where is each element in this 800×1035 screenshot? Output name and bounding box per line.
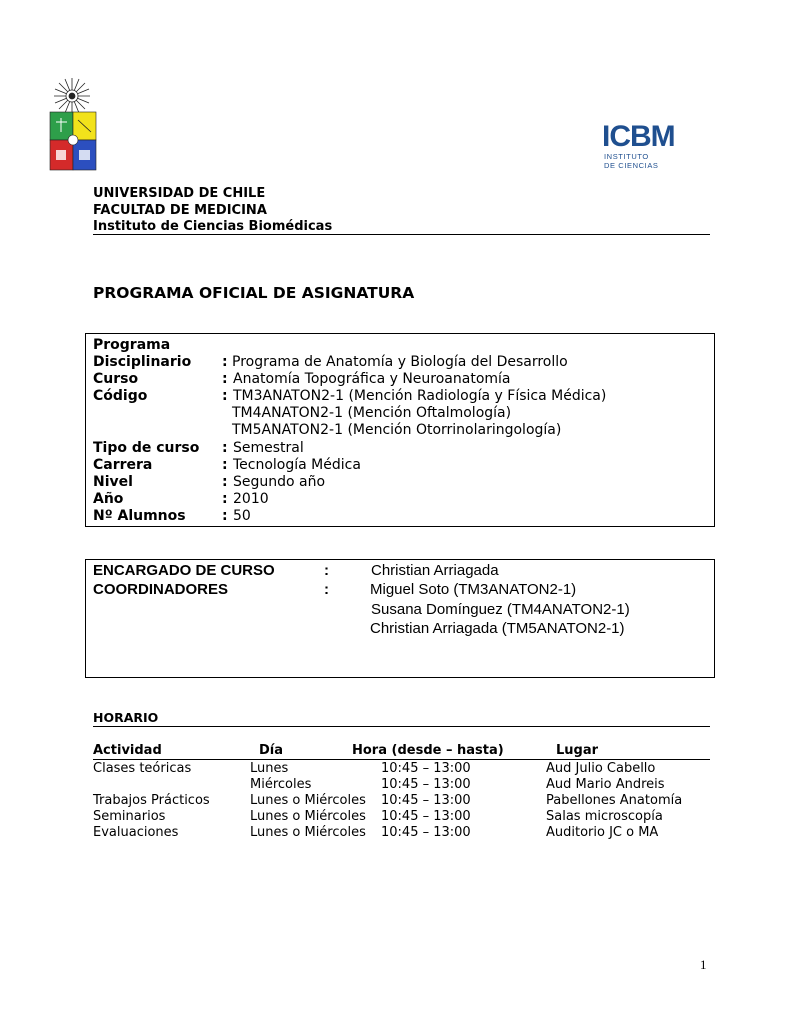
header-hora: Hora (desde – hasta): [352, 743, 504, 758]
row-3-hora: 10:45 – 13:00: [381, 793, 471, 808]
row-4-actividad: Seminarios: [93, 809, 166, 824]
row-3-actividad: Trabajos Prácticos: [93, 793, 210, 808]
disciplinario-colon: :: [222, 354, 228, 370]
institute-name: Instituto de Ciencias Biomédicas: [93, 219, 333, 234]
codigo-value-2: TM4ANATON2-1 (Mención Oftalmología): [232, 405, 512, 421]
row-4-lugar: Salas microscopía: [546, 809, 663, 824]
header-lugar: Lugar: [556, 743, 599, 758]
programa-label: Programa: [93, 337, 171, 353]
curso-label: Curso: [93, 371, 139, 387]
icbm-logo-mark: ICBM: [602, 120, 675, 153]
document-title: PROGRAMA OFICIAL DE ASIGNATURA: [93, 284, 415, 302]
encargado-label: ENCARGADO DE CURSO: [93, 562, 275, 579]
tipo-curso-value: Semestral: [233, 440, 304, 456]
carrera-colon: :: [222, 457, 228, 473]
universidad-de-chile-logo: [46, 74, 100, 174]
row-4-hora: 10:45 – 13:00: [381, 809, 471, 824]
anio-colon: :: [222, 491, 228, 507]
coordinadores-label: COORDINADORES: [93, 581, 229, 598]
alumnos-value: 50: [233, 508, 251, 524]
nivel-colon: :: [222, 474, 228, 490]
disciplinario-label: Disciplinario: [93, 354, 192, 370]
nivel-value: Segundo año: [233, 474, 326, 490]
row-1-actividad: Clases teóricas: [93, 761, 192, 776]
carrera-value: Tecnología Médica: [233, 457, 361, 473]
row-2-lugar: Aud Mario Andreis: [546, 777, 665, 792]
carrera-label: Carrera: [93, 457, 153, 473]
encargado-value: Christian Arriagada: [371, 562, 499, 579]
horario-divider: [93, 726, 710, 727]
row-1-hora: 10:45 – 13:00: [381, 761, 471, 776]
codigo-colon: :: [222, 388, 228, 404]
header-divider: [93, 234, 710, 235]
anio-label: Año: [93, 491, 124, 507]
university-name: UNIVERSIDAD DE CHILE: [93, 186, 266, 201]
row-5-actividad: Evaluaciones: [93, 825, 179, 840]
codigo-label: Código: [93, 388, 148, 404]
curso-colon: :: [222, 371, 228, 387]
coordinador-1: Miguel Soto (TM3ANATON2-1): [370, 581, 577, 598]
header-actividad: Actividad: [93, 743, 162, 758]
horario-title: HORARIO: [93, 710, 159, 725]
icbm-logo-subtitle-2: DE CIENCIAS: [604, 161, 659, 170]
row-3-dia: Lunes o Miércoles: [250, 793, 366, 808]
icbm-logo-subtitle-1: INSTITUTO: [604, 152, 649, 161]
encargado-colon: :: [324, 562, 329, 579]
row-5-dia: Lunes o Miércoles: [250, 825, 366, 840]
row-1-lugar: Aud Julio Cabello: [546, 761, 656, 776]
page-number: 1: [700, 957, 707, 972]
coordinador-3: Christian Arriagada (TM5ANATON2-1): [370, 620, 625, 637]
row-5-lugar: Auditorio JC o MA: [546, 825, 659, 840]
row-4-dia: Lunes o Miércoles: [250, 809, 366, 824]
coordinador-2: Susana Domínguez (TM4ANATON2-1): [371, 601, 630, 618]
anio-value: 2010: [233, 491, 269, 507]
tipo-curso-label: Tipo de curso: [93, 440, 200, 456]
row-2-dia: Miércoles: [250, 777, 312, 792]
codigo-value-1: TM3ANATON2-1 (Mención Radiología y Física Médica): [233, 388, 607, 404]
coordinadores-colon: :: [324, 581, 329, 598]
alumnos-colon: :: [222, 508, 228, 524]
icbm-logo: [602, 120, 675, 172]
faculty-name: FACULTAD DE MEDICINA: [93, 203, 267, 218]
header-dia: Día: [259, 743, 284, 758]
tipo-curso-colon: :: [222, 440, 228, 456]
row-5-hora: 10:45 – 13:00: [381, 825, 471, 840]
alumnos-label: Nº Alumnos: [93, 508, 186, 524]
codigo-value-3: TM5ANATON2-1 (Mención Otorrinolaringología): [232, 422, 562, 438]
nivel-label: Nivel: [93, 474, 133, 490]
row-1-dia: Lunes: [250, 761, 289, 776]
row-3-lugar: Pabellones Anatomía: [546, 793, 683, 808]
row-2-hora: 10:45 – 13:00: [381, 777, 471, 792]
table-header-divider: [93, 759, 710, 760]
curso-value: Anatomía Topográfica y Neuroanatomía: [233, 371, 511, 387]
disciplinario-value: Programa de Anatomía y Biología del Desarrollo: [232, 354, 568, 370]
